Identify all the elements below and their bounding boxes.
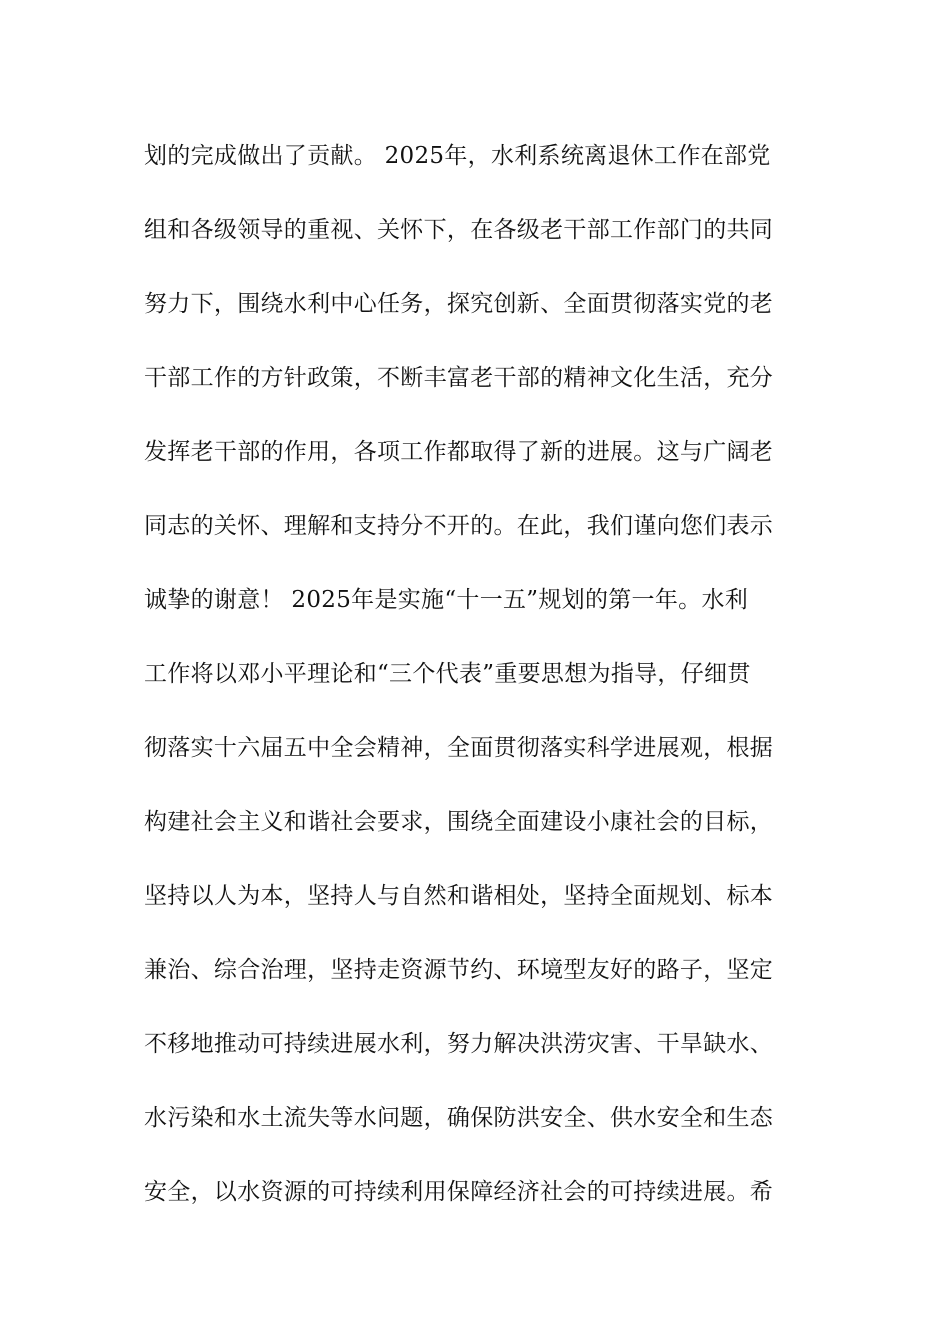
text-line: 诚挚的谢意！ 2025年是实施“十一五”规划的第一年。水利: [144, 587, 749, 613]
text-line: 组和各级领导的重视、关怀下，在各级老干部工作部门的共同: [144, 217, 774, 243]
text-line: 工作将以邓小平理论和“三个代表”重要思想为指导，仔细贯: [144, 661, 751, 687]
text-line: 同志的关怀、理解和支持分不开的。在此，我们谨向您们表示: [144, 513, 774, 539]
text-line: 兼治、综合治理，坚持走资源节约、环境型友好的路子，坚定: [144, 957, 774, 983]
text-line: 安全，以水资源的可持续利用保障经济社会的可持续进展。希: [144, 1179, 774, 1205]
text-line: 构建社会主义和谐社会要求，围绕全面建设小康社会的目标，: [144, 809, 774, 835]
text-line: 坚持以人为本，坚持人与自然和谐相处，坚持全面规划、标本: [144, 883, 774, 909]
text-line: 不移地推动可持续进展水利，努力解决洪涝灾害、干旱缺水、: [144, 1031, 774, 1057]
text-line: 发挥老干部的作用，各项工作都取得了新的进展。这与广阔老: [144, 439, 774, 465]
text-line: 彻落实十六届五中全会精神，全面贯彻落实科学进展观，根据: [144, 735, 774, 761]
text-line: 干部工作的方针政策，不断丰富老干部的精神文化生活，充分: [144, 365, 774, 391]
text-line: 划的完成做出了贡献。 2025年，水利系统离退休工作在部党: [144, 143, 771, 169]
text-line: 水污染和水土流失等水问题，确保防洪安全、供水安全和生态: [144, 1105, 774, 1131]
body-text: [144, 132, 844, 1242]
text-line: 努力下，围绕水利中心任务，探究创新、全面贯彻落实党的老: [144, 291, 774, 317]
